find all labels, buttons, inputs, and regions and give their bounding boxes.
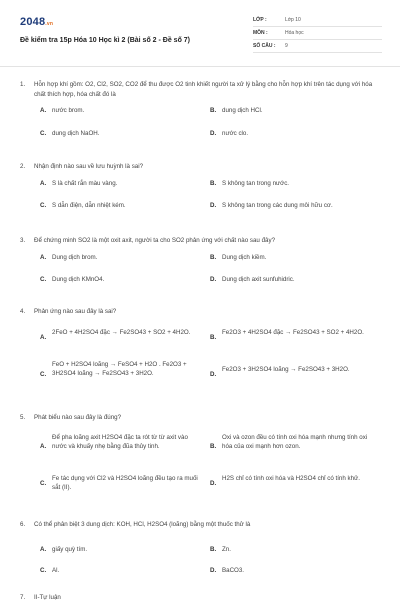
exam-title: Đề kiểm tra 15p Hóa 10 Học kì 2 (Bài số 2 - Đề số 7) <box>20 37 191 44</box>
question-stem: Phản ứng nào sau đây là sai? <box>34 308 117 315</box>
option-b[interactable]: B. dung dịch HCl. <box>210 107 263 114</box>
question-text <box>20 520 382 530</box>
meta-row-count <box>253 40 382 53</box>
question-1 <box>20 80 382 142</box>
meta-label: LỚP : <box>253 17 267 23</box>
options-list <box>20 179 382 215</box>
question-number: 3. <box>20 237 26 244</box>
question-text <box>20 413 382 423</box>
question-number: 2. <box>20 163 26 170</box>
option-c[interactable]: C. Fe tác dụng với Cl2 và H2SO4 loãng đều tạo ra muối sắt (II). <box>40 474 198 491</box>
option-a[interactable]: A. Để pha loãng axit H2SO4 đặc ta rót từ từ axit vào nước và khuấy nhẹ bằng đũa thủy tinh. <box>40 433 188 450</box>
option-c[interactable]: C. Al. <box>40 566 60 574</box>
option-b[interactable]: B. Dung dịch kiềm. <box>210 253 267 261</box>
options-list <box>20 324 382 408</box>
option-d[interactable]: D. Fe2O3 + 3H2SO4 loãng → Fe2SO43 + 3H2O. <box>210 365 350 378</box>
option-a[interactable]: A. nước brom. <box>40 107 85 114</box>
question-number: 1. <box>20 81 26 88</box>
option-d[interactable]: D. H2S chỉ có tính oxi hóa và H2SO4 chỉ có tính khử. <box>210 474 360 487</box>
options-list <box>20 253 382 289</box>
question-stem: Phát biểu nào sau đây là đúng? <box>34 414 122 421</box>
question-stem: Để chứng minh SO2 là một oxit axit, người ta cho SO2 phản ứng với chất nào sau đây? <box>34 237 276 244</box>
meta-value: Lớp 10 <box>285 17 301 23</box>
question-2 <box>20 162 382 215</box>
option-c[interactable]: C. dung dịch NaOH. <box>40 130 100 137</box>
question-text <box>20 162 382 172</box>
option-d[interactable]: D. nước clo. <box>210 130 249 137</box>
question-text <box>20 80 382 99</box>
question-number: 5. <box>20 414 26 421</box>
meta-row-subject <box>253 27 382 40</box>
options-list <box>20 430 382 512</box>
question-text <box>20 307 382 317</box>
question-3 <box>20 236 382 289</box>
question-4 <box>20 307 382 408</box>
meta-row-class <box>253 14 382 27</box>
site-logo[interactable] <box>20 16 53 28</box>
logo-tld: .vn <box>45 21 54 27</box>
question-6 <box>20 520 382 573</box>
section-number: 7. <box>20 594 26 600</box>
section-essay <box>20 593 382 600</box>
option-b[interactable]: B. S không tan trong nước. <box>210 179 290 187</box>
header-divider <box>0 66 400 67</box>
exam-header <box>20 14 382 59</box>
question-stem: Hỗn hợp khí gồm: O2, Cl2, SO2, CO2 để thu được O2 tinh khiết người ta xử lý bằng cho hỗn hợp khí trên tác dụng với hóa chất thích hợp, hóa chất đó là <box>34 81 373 98</box>
option-b[interactable]: B. Oxi và ozon đều có tính oxi hóa mạnh nhưng tính oxi hóa của oxi mạnh hơn ozon. <box>210 433 368 450</box>
exam-meta <box>253 14 382 53</box>
meta-label: SỐ CÂU : <box>253 43 276 49</box>
section-title: II-Tự luận <box>34 594 61 600</box>
option-d[interactable]: D. S không tan trong các dung môi hữu cơ. <box>210 201 333 209</box>
option-c[interactable]: C. S dẫn điện, dẫn nhiệt kém. <box>40 201 126 209</box>
options-list <box>20 106 382 142</box>
option-b[interactable]: B. Fe2O3 + 4H2SO4 đặc → Fe2SO43 + SO2 + 4H2O. <box>210 328 364 341</box>
option-b[interactable]: B. Zn. <box>210 545 231 553</box>
question-text <box>20 236 382 246</box>
meta-value: Hóa học <box>285 30 304 36</box>
option-c[interactable]: C. FeO + H2SO4 loãng → FeSO4 + H2O . Fe2O3 + 3H2SO4 loãng → Fe2SO43 + 3H2O. <box>40 360 187 378</box>
meta-label: MÔN : <box>253 30 268 36</box>
option-a[interactable]: A. giấy quỳ tím. <box>40 545 88 553</box>
option-d[interactable]: D. Dung dịch axit sunfuhidric. <box>210 275 295 283</box>
option-a[interactable]: A. S là chất rắn màu vàng. <box>40 179 118 187</box>
question-5 <box>20 413 382 512</box>
logo-text: 2048 <box>20 16 46 28</box>
option-c[interactable]: C. Dung dịch KMnO4. <box>40 275 105 283</box>
option-a[interactable]: A. 2FeO + 4H2SO4 đặc → Fe2SO43 + SO2 + 4H2O. <box>40 328 191 341</box>
question-number: 4. <box>20 308 26 315</box>
question-stem: Có thể phân biệt 3 dung dịch: KOH, HCl, H2SO4 (loãng) bằng một thuốc thử là <box>34 521 251 528</box>
options-list <box>20 537 382 573</box>
meta-value: 9 <box>285 43 288 49</box>
question-number: 6. <box>20 521 26 528</box>
option-d[interactable]: D. BaCO3. <box>210 566 245 574</box>
section-heading <box>20 593 382 600</box>
option-a[interactable]: A. Dung dịch brom. <box>40 253 98 261</box>
question-stem: Nhận định nào sau về lưu huỳnh là sai? <box>34 163 144 170</box>
